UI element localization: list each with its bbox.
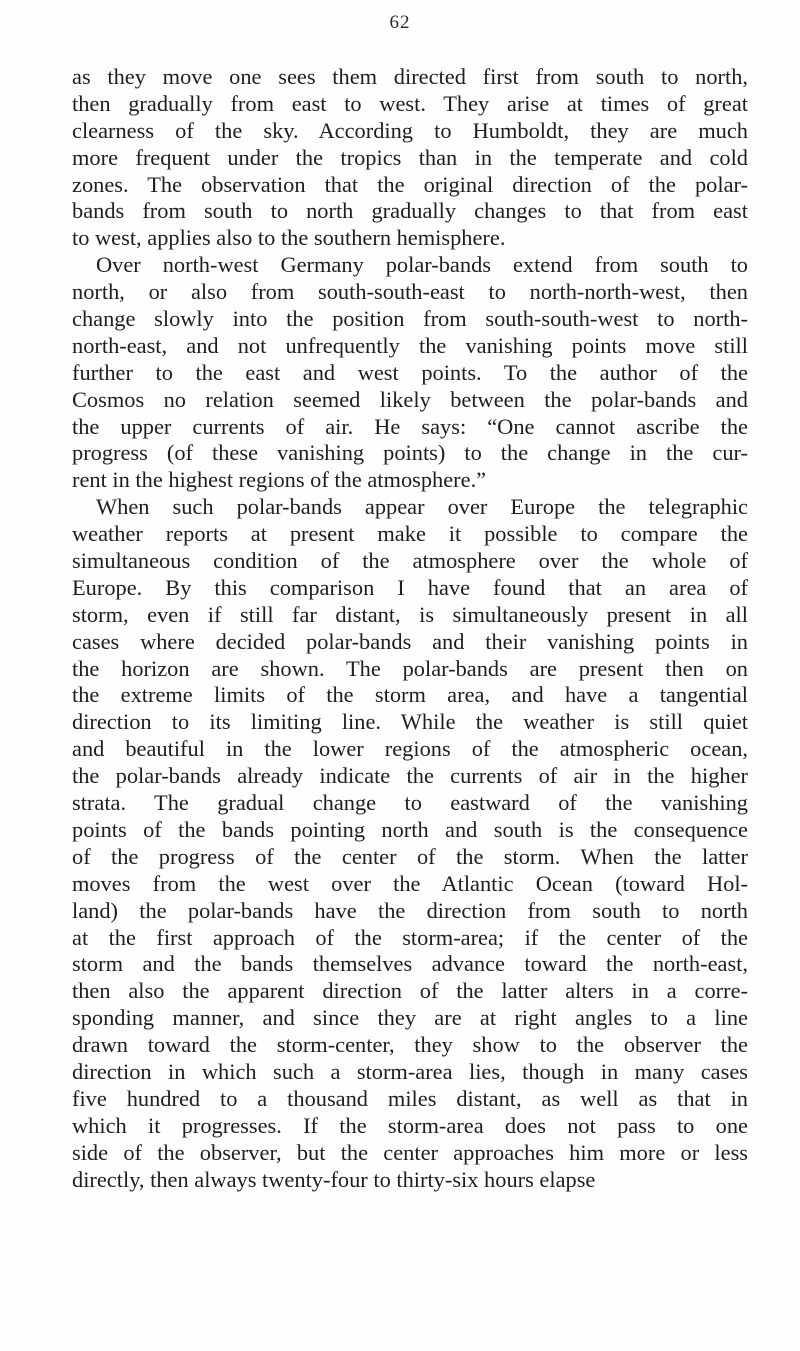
text-line: change slowly into the position from south-south-west to north- — [72, 306, 748, 332]
text-line: five hundred to a thousand miles distant, as well as that in — [72, 1085, 748, 1111]
text-line: the polar-bands already indicate the currents of air in the higher — [72, 763, 748, 789]
text-line: direction in which such a storm-area lies, though in many cases — [72, 1058, 748, 1084]
text-line: of the progress of the center of the storm. When the latter — [72, 843, 748, 869]
text-line: north, or also from south-south-east to north-north-west, then — [72, 279, 748, 305]
text-line: which it progresses. If the storm-area does not pass to one — [72, 1112, 748, 1138]
text-line: drawn toward the storm-center, they show to the observer the — [72, 1032, 748, 1058]
text-line: then gradually from east to west. They arise at times of great — [72, 90, 748, 116]
text-line: Cosmos no relation seemed likely between the polar-bands and — [72, 386, 748, 412]
text-line: weather reports at present make it possible to compare the — [72, 521, 748, 547]
text-line: and beautiful in the lower regions of the atmospheric ocean, — [72, 736, 748, 762]
text-line: north-east, and not unfrequently the vanishing points move still — [72, 332, 748, 358]
text-line: When such polar-bands appear over Europe the telegraphic — [96, 494, 748, 520]
text-line: land) the polar-bands have the direction from south to north — [72, 897, 748, 923]
text-line: more frequent under the tropics than in the temperate and cold — [72, 144, 748, 170]
text-line: storm, even if still far distant, is simultaneously present in all — [72, 601, 748, 627]
text-line: the extreme limits of the storm area, and have a tangential — [72, 682, 748, 708]
text-line: zones. The observation that the original direction of the polar- — [72, 171, 748, 197]
text-line: sponding manner, and since they are at right angles to a line — [72, 1005, 748, 1031]
text-line: strata. The gradual change to eastward of the vanishing — [72, 790, 748, 816]
paragraph-p2 — [72, 252, 748, 494]
text-line: directly, then always twenty-four to thirty-six hours elapse — [72, 1166, 596, 1192]
text-line: bands from south to north gradually changes to that from east — [72, 198, 748, 224]
text-line: the horizon are shown. The polar-bands are present then on — [72, 655, 748, 681]
text-line: then also the apparent direction of the latter alters in a corre- — [72, 978, 748, 1004]
text-line: to west, applies also to the southern hemisphere. — [72, 225, 506, 251]
text-line: side of the observer, but the center approaches him more or less — [72, 1139, 748, 1165]
text-line: clearness of the sky. According to Humboldt, they are much — [72, 117, 748, 143]
paragraph-p3 — [72, 494, 748, 1193]
text-line: Over north-west Germany polar-bands extend from south to — [96, 252, 748, 278]
text-line: storm and the bands themselves advance toward the north-east, — [72, 951, 748, 977]
body-text — [72, 64, 748, 1193]
text-line: direction to its limiting line. While the weather is still quiet — [72, 709, 748, 735]
text-line: simultaneous condition of the atmosphere over the whole of — [72, 548, 748, 574]
text-line: further to the east and west points. To the author of the — [72, 359, 748, 385]
paragraph-p1 — [72, 64, 748, 252]
text-line: the upper currents of air. He says: “One cannot ascribe the — [72, 413, 748, 439]
text-line: rent in the highest regions of the atmosphere.” — [72, 467, 487, 493]
text-line: cases where decided polar-bands and their vanishing points in — [72, 628, 748, 654]
text-line: as they move one sees them directed first from south to north, — [72, 64, 748, 89]
text-line: progress (of these vanishing points) to the change in the cur- — [72, 440, 748, 466]
text-line: points of the bands pointing north and south is the consequence — [72, 816, 748, 842]
page-number: 62 — [389, 12, 411, 33]
text-line: moves from the west over the Atlantic Ocean (toward Hol- — [72, 870, 748, 896]
text-line: Europe. By this comparison I have found that an area of — [72, 574, 748, 600]
text-line: at the first approach of the storm-area; if the center of the — [72, 924, 748, 950]
